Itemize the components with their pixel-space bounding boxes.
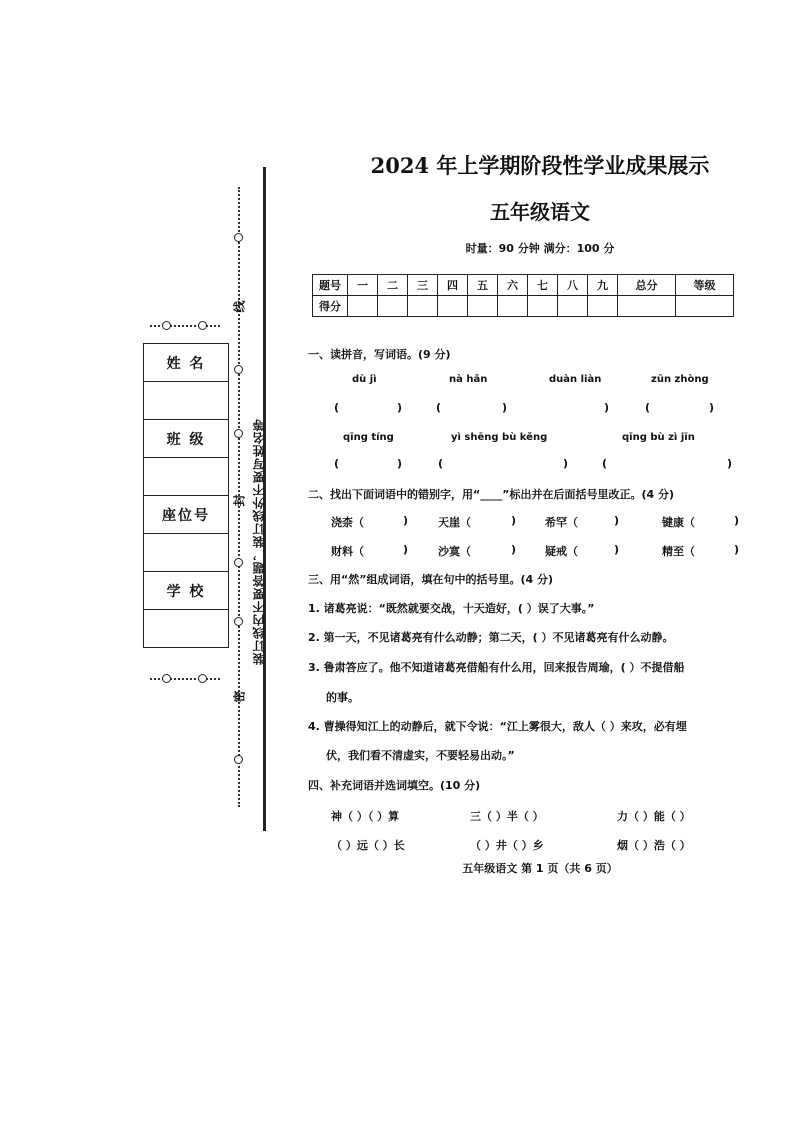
pinyin: dù jì — [352, 374, 377, 385]
pinyin: yì shēng bù kěng — [451, 432, 548, 443]
score-input[interactable] — [528, 296, 558, 317]
seal-char-feng: 封 — [232, 494, 247, 507]
score-header-row — [313, 275, 734, 296]
connector-dots — [150, 325, 220, 327]
section1-heading: 一、读拼音，写词语。(9 分) — [308, 348, 451, 361]
binding-circle — [234, 365, 243, 374]
answer-paren-close: ) — [403, 543, 409, 556]
answer-paren-close: ) — [511, 543, 517, 556]
typo-word: 希罕（ — [545, 516, 578, 529]
pinyin: duàn liàn — [549, 374, 602, 385]
score-cell: 等级 — [676, 275, 734, 296]
idiom-blank: （ ）井（ ）乡 — [470, 839, 544, 852]
score-input[interactable] — [408, 296, 438, 317]
school-label: 学 校 — [144, 572, 228, 610]
idiom-blank: 三（ ）半（ ） — [470, 810, 544, 823]
question-text: 3. 鲁肃答应了。他不知道诸葛亮借船有什么用，回来报告周瑜，( ）不提借船 — [308, 661, 685, 674]
seal-char-mi: 密 — [232, 690, 247, 703]
pinyin: qīng bù zì jīn — [622, 432, 695, 443]
idiom-blank: 烟（ ）浩（ ） — [617, 839, 691, 852]
score-cell: 题号 — [313, 275, 348, 296]
score-input[interactable] — [588, 296, 618, 317]
score-cell: 二 — [378, 275, 408, 296]
score-cell: 三 — [408, 275, 438, 296]
binding-circle — [234, 617, 243, 626]
score-cell: 四 — [438, 275, 468, 296]
section4-heading: 四、补充词语并选词填空。(10 分) — [308, 779, 481, 792]
question-text: 4. 曹操得知江上的动静后，就下令说：“江上雾很大，敌人（ ）来攻，必有埋 — [308, 720, 687, 733]
answer-paren-open: ( — [436, 401, 442, 414]
score-input[interactable] — [498, 296, 528, 317]
score-cell: 六 — [498, 275, 528, 296]
idiom-blank: （ ）远（ ）长 — [331, 839, 405, 852]
score-input[interactable] — [468, 296, 498, 317]
page-footer: 五年级语文 第 1 页（共 6 页） — [462, 862, 618, 875]
typo-word: 沙寞（ — [438, 545, 471, 558]
answer-paren-close: ) — [614, 543, 620, 556]
answer-paren-close: ) — [502, 401, 508, 414]
pinyin: qīng tíng — [343, 432, 394, 443]
binding-notice: 装订线内不要答题，装订线外不要写姓名等 — [252, 418, 266, 665]
answer-paren-close: ) — [709, 401, 715, 414]
question-text: 1. 诸葛亮说：“既然就要交战，十天造好，( ）误了大事。” — [308, 602, 595, 615]
answer-paren-open: ( — [438, 457, 444, 470]
score-table — [312, 274, 734, 317]
answer-paren-open: ( — [645, 401, 651, 414]
score-input[interactable] — [618, 296, 676, 317]
score-input[interactable] — [438, 296, 468, 317]
score-value-row — [313, 296, 734, 317]
connector-circle — [198, 321, 207, 330]
question-text: 2. 第一天，不见诸葛亮有什么动静；第二天，( ）不见诸葛亮有什么动静。 — [308, 631, 674, 644]
score-cell: 九 — [588, 275, 618, 296]
connector-circle — [162, 321, 171, 330]
answer-paren-close: ) — [734, 543, 740, 556]
answer-paren-close: ) — [511, 514, 517, 527]
score-input[interactable] — [676, 296, 734, 317]
idiom-blank: 神（ ）（ ）算 — [331, 810, 400, 823]
answer-paren-close: ) — [563, 457, 569, 470]
connector-circle — [162, 674, 171, 683]
binding-circle — [234, 755, 243, 764]
answer-paren-close: ) — [614, 514, 620, 527]
typo-word: 财料（ — [331, 545, 364, 558]
binding-circle — [234, 558, 243, 567]
score-input[interactable] — [378, 296, 408, 317]
answer-paren-close: ) — [397, 457, 403, 470]
student-info-table — [143, 343, 229, 648]
exam-subtitle: 五年级语文 — [490, 200, 590, 224]
answer-paren-close: ) — [397, 401, 403, 414]
connector-dots — [150, 678, 220, 680]
typo-word: 键康（ — [662, 516, 695, 529]
binding-circle — [234, 429, 243, 438]
pinyin: nà hǎn — [449, 374, 488, 385]
typo-word: 天崖（ — [438, 516, 471, 529]
pinyin: zūn zhòng — [651, 374, 709, 385]
answer-paren-close: ) — [604, 401, 610, 414]
score-cell: 一 — [348, 275, 378, 296]
section2-heading: 二、找出下面词语中的错别字，用“____”标出并在后面括号里改正。(4 分) — [308, 488, 674, 501]
answer-paren-open: ( — [334, 457, 340, 470]
typo-word: 疑戒（ — [545, 545, 578, 558]
score-input[interactable] — [558, 296, 588, 317]
name-field[interactable] — [144, 382, 228, 420]
question-text: 的事。 — [326, 691, 359, 704]
score-cell: 八 — [558, 275, 588, 296]
typo-word: 浇柰（ — [331, 516, 364, 529]
exam-title: 2024 年上学期阶段性学业成果展示 — [370, 153, 710, 178]
answer-paren-close: ) — [403, 514, 409, 527]
score-input[interactable] — [348, 296, 378, 317]
score-cell: 总分 — [618, 275, 676, 296]
school-field[interactable] — [144, 610, 228, 647]
question-text: 伏，我们看不清虚实，不要轻易出动。” — [326, 749, 515, 762]
seal-char-xian: 线 — [232, 300, 247, 313]
seat-label: 座位号 — [144, 496, 228, 534]
typo-word: 精至（ — [662, 545, 695, 558]
answer-paren-open: ( — [334, 401, 340, 414]
answer-paren-close: ) — [734, 514, 740, 527]
score-row-label: 得分 — [313, 296, 348, 317]
class-field[interactable] — [144, 458, 228, 496]
answer-paren-close: ) — [727, 457, 733, 470]
section3-heading: 三、用“然”组成词语，填在句中的括号里。(4 分) — [308, 573, 553, 586]
class-label: 班 级 — [144, 420, 228, 458]
score-cell: 七 — [528, 275, 558, 296]
seat-field[interactable] — [144, 534, 228, 572]
name-label: 姓 名 — [144, 344, 228, 382]
binding-circle — [234, 233, 243, 242]
answer-paren-open: ( — [602, 457, 608, 470]
connector-circle — [198, 674, 207, 683]
score-cell: 五 — [468, 275, 498, 296]
idiom-blank: 力（ ）能（ ） — [617, 810, 691, 823]
exam-time-info: 时量：90 分钟 满分：100 分 — [465, 242, 615, 255]
